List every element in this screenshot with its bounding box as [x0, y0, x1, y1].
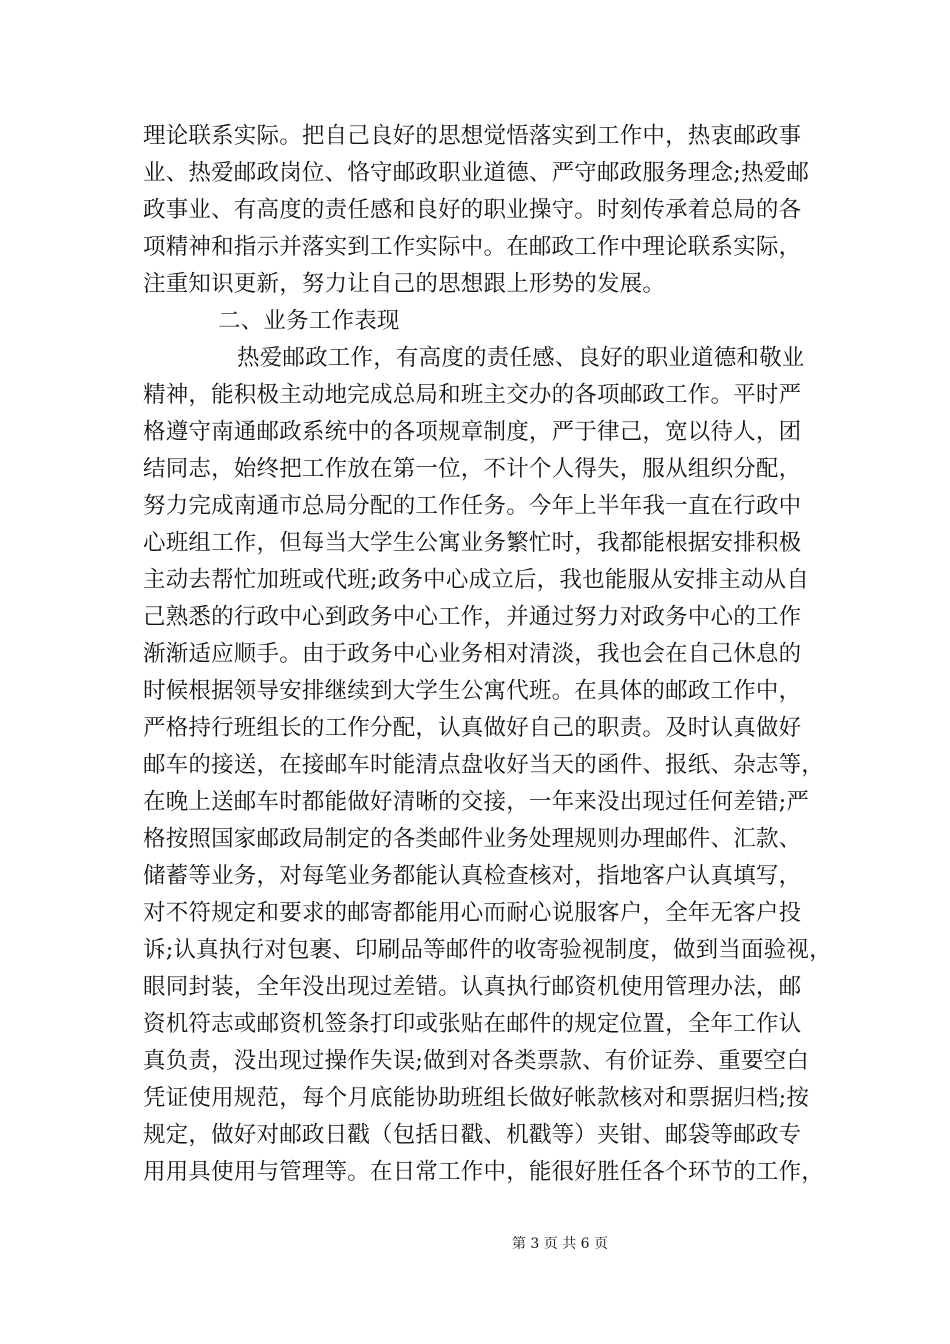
- body-line-29: 用用具使用与管理等。在日常工作中，能很好胜任各个环节的工作，: [143, 1159, 825, 1185]
- body-line-10: 结同志，始终把工作放在第一位，不计个人得失，服从组织分配，: [143, 456, 802, 482]
- body-line-26: 真负责，没出现过操作失误;做到对各类票款、有价证券、重要空白: [143, 1048, 810, 1074]
- body-line-23: 诉;认真执行对包裹、印刷品等邮件的收寄验视制度，做到当面验视，: [143, 937, 832, 963]
- section-heading: 二、业务工作表现: [218, 308, 400, 334]
- body-line-2: 业、热爱邮政岗位、恪守邮政职业道德、严守邮政服务理念;热爱邮: [143, 160, 810, 186]
- body-line-19: 在晚上送邮车时都能做好清晰的交接，一年来没出现过任何差错;严: [143, 789, 810, 815]
- body-line-4: 项精神和指示并落实到工作实际中。在邮政工作中理论联系实际，: [143, 234, 802, 260]
- body-line-1: 理论联系实际。把自己良好的思想觉悟落实到工作中，热衷邮政事: [143, 123, 802, 149]
- body-line-12: 心班组工作，但每当大学生公寓业务繁忙时，我都能根据安排积极: [143, 530, 802, 556]
- body-line-3: 政事业、有高度的责任感和良好的职业操守。时刻传承着总局的各: [143, 197, 802, 223]
- body-line-25: 资机符志或邮资机签条打印或张贴在邮件的规定位置，全年工作认: [143, 1011, 802, 1037]
- body-line-9: 格遵守南通邮政系统中的各项规章制度，严于律己，宽以待人，团: [143, 419, 802, 445]
- body-line-21: 储蓄等业务，对每笔业务都能认真检查核对，指地客户认真填写，: [143, 863, 802, 889]
- body-line-22: 对不符规定和要求的邮寄都能用心而耐心说服客户，全年无客户投: [143, 900, 802, 926]
- body-line-18: 邮车的接送，在接邮车时能清点盘收好当天的函件、报纸、杂志等，: [143, 752, 825, 778]
- body-line-27: 凭证使用规范，每个月底能协助班组长做好帐款核对和票据归档;按: [143, 1085, 810, 1111]
- body-line-24: 眼同封装，全年没出现过差错。认真执行邮资机使用管理办法，邮: [143, 974, 802, 1000]
- body-line-13: 主动去帮忙加班或代班;政务中心成立后，我也能服从安排主动从自: [143, 567, 810, 593]
- body-line-8: 精神，能积极主动地完成总局和班主交办的各项邮政工作。平时严: [143, 382, 802, 408]
- body-line-5: 注重知识更新，努力让自己的思想跟上形势的发展。: [143, 271, 666, 297]
- body-line-16: 时候根据领导安排继续到大学生公寓代班。在具体的邮政工作中，: [143, 678, 802, 704]
- body-line-15: 渐渐适应顺手。由于政务中心业务相对清淡，我也会在自己休息的: [143, 641, 802, 667]
- body-line-11: 努力完成南通市总局分配的工作任务。今年上半年我一直在行政中: [143, 493, 802, 519]
- body-line-28: 规定，做好对邮政日戳（包括日戳、机戳等）夹钳、邮袋等邮政专: [143, 1122, 802, 1148]
- body-line-20: 格按照国家邮政局制定的各类邮件业务处理规则办理邮件、汇款、: [143, 826, 802, 852]
- body-line-14: 己熟悉的行政中心到政务中心工作，并通过努力对政务中心的工作: [143, 604, 802, 630]
- body-line-17: 严格持行班组长的工作分配，认真做好自己的职责。及时认真做好: [143, 715, 802, 741]
- body-line-7: 热爱邮政工作，有高度的责任感、良好的职业道德和敬业: [237, 345, 805, 371]
- page-number-footer: 第 3 页 共 6 页: [511, 1236, 609, 1252]
